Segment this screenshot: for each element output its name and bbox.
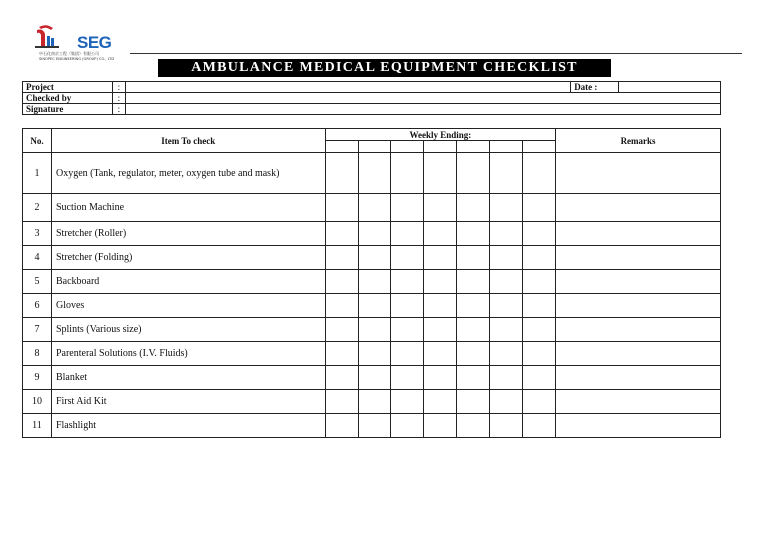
weekly-check-cell[interactable] [523,390,556,414]
weekly-check-cell[interactable] [391,194,424,222]
row-number: 4 [23,246,52,270]
row-item: First Aid Kit [51,390,325,414]
sinopec-emblem-icon [31,24,61,50]
weekly-check-cell[interactable] [424,194,457,222]
weekly-check-cell[interactable] [490,318,523,342]
weekly-check-cell[interactable] [358,194,391,222]
weekly-check-cell[interactable] [325,318,358,342]
colon: : [112,82,125,93]
weekly-check-cell[interactable] [424,153,457,194]
row-number: 11 [23,414,52,438]
logo-chinese-name: 中石化南京工程（集团）有限公司 [39,51,99,56]
remarks-cell[interactable] [556,270,721,294]
project-row [23,82,721,93]
row-number: 9 [23,366,52,390]
weekly-check-cell[interactable] [490,270,523,294]
logo-wordmark: SEG [77,33,112,52]
weekly-check-cell[interactable] [523,194,556,222]
table-row [23,222,721,246]
weekly-check-cell[interactable] [457,318,490,342]
row-item: Suction Machine [51,194,325,222]
row-item: Flashlight [51,414,325,438]
weekly-check-cell[interactable] [391,366,424,390]
weekly-check-cell[interactable] [457,294,490,318]
remarks-cell[interactable] [556,222,721,246]
weekly-check-cell[interactable] [424,414,457,438]
weekly-check-cell[interactable] [490,366,523,390]
weekly-check-cell[interactable] [523,270,556,294]
remarks-cell[interactable] [556,153,721,194]
row-number: 7 [23,318,52,342]
row-number: 3 [23,222,52,246]
weekly-check-cell[interactable] [490,414,523,438]
weekly-check-cell[interactable] [490,194,523,222]
weekly-check-cell[interactable] [391,270,424,294]
checklist-table [22,128,721,438]
row-item: Gloves [51,294,325,318]
remarks-cell[interactable] [556,414,721,438]
row-item: Splints (Various size) [51,318,325,342]
week-col-1 [325,141,358,153]
weekly-check-cell[interactable] [358,270,391,294]
week-col-3 [391,141,424,153]
signature-field[interactable] [125,104,720,115]
weekly-check-cell[interactable] [325,294,358,318]
row-item: Parenteral Solutions (I.V. Fluids) [51,342,325,366]
project-field[interactable] [125,82,570,93]
weekly-check-cell[interactable] [457,270,490,294]
table-row [23,390,721,414]
weekly-check-cell[interactable] [424,342,457,366]
weekly-check-cell[interactable] [325,366,358,390]
weekly-check-cell[interactable] [523,414,556,438]
weekly-check-cell[interactable] [358,246,391,270]
weekly-check-cell[interactable] [325,153,358,194]
weekly-check-cell[interactable] [457,366,490,390]
weekly-check-cell[interactable] [325,270,358,294]
checked-by-label: Checked by [23,93,113,104]
weekly-check-cell[interactable] [457,414,490,438]
weekly-check-cell[interactable] [358,294,391,318]
weekly-check-cell[interactable] [523,318,556,342]
row-number: 1 [23,153,52,194]
table-row [23,194,721,222]
table-row [23,294,721,318]
company-logo [27,22,137,64]
weekly-check-cell[interactable] [391,390,424,414]
row-number: 2 [23,194,52,222]
row-number: 5 [23,270,52,294]
weekly-check-cell[interactable] [391,222,424,246]
table-row [23,246,721,270]
week-col-7 [523,141,556,153]
weekly-check-cell[interactable] [490,222,523,246]
col-header-remarks: Remarks [556,129,721,153]
colon: : [112,104,125,115]
table-row [23,318,721,342]
weekly-check-cell[interactable] [391,318,424,342]
row-number: 6 [23,294,52,318]
row-number: 8 [23,342,52,366]
weekly-check-cell[interactable] [523,153,556,194]
weekly-check-cell[interactable] [457,222,490,246]
weekly-check-cell[interactable] [523,294,556,318]
row-item: Stretcher (Folding) [51,246,325,270]
weekly-check-cell[interactable] [391,294,424,318]
weekly-check-cell[interactable] [490,294,523,318]
remarks-cell[interactable] [556,390,721,414]
table-row [23,270,721,294]
date-label: Date : [571,82,619,93]
checked-by-field[interactable] [125,93,720,104]
weekly-check-cell[interactable] [424,366,457,390]
header-rule [130,53,742,54]
table-row [23,414,721,438]
weekly-check-cell[interactable] [358,318,391,342]
weekly-check-cell[interactable] [490,246,523,270]
weekly-check-cell[interactable] [490,153,523,194]
weekly-check-cell[interactable] [457,342,490,366]
signature-row [23,104,721,115]
col-header-item: Item To check [51,129,325,153]
weekly-check-cell[interactable] [457,153,490,194]
week-col-5 [457,141,490,153]
logo-english-name: SINOPEC ENGINEERING (GROUP) CO., LTD [39,57,115,61]
weekly-check-cell[interactable] [523,222,556,246]
weekly-check-cell[interactable] [424,318,457,342]
row-item: Stretcher (Roller) [51,222,325,246]
weekly-check-cell[interactable] [424,246,457,270]
table-row [23,153,721,194]
weekly-check-cell[interactable] [325,246,358,270]
weekly-check-cell[interactable] [358,366,391,390]
col-header-no: No. [23,129,52,153]
remarks-cell[interactable] [556,342,721,366]
weekly-check-cell[interactable] [424,222,457,246]
weekly-check-cell[interactable] [523,246,556,270]
date-field[interactable] [619,82,721,93]
table-row [23,366,721,390]
weekly-check-cell[interactable] [325,194,358,222]
weekly-check-cell[interactable] [391,153,424,194]
row-item: Backboard [51,270,325,294]
row-number: 10 [23,390,52,414]
remarks-cell[interactable] [556,294,721,318]
weekly-check-cell[interactable] [424,270,457,294]
weekly-check-cell[interactable] [523,366,556,390]
weekly-check-cell[interactable] [490,390,523,414]
col-header-weekly: Weekly Ending: [325,129,556,141]
weekly-check-cell[interactable] [490,342,523,366]
colon: : [112,93,125,104]
checked-by-row [23,93,721,104]
weekly-check-cell[interactable] [358,153,391,194]
weekly-check-cell[interactable] [457,246,490,270]
weekly-check-cell[interactable] [391,342,424,366]
weekly-check-cell[interactable] [457,194,490,222]
signature-label: Signature [23,104,113,115]
week-col-2 [358,141,391,153]
weekly-check-cell[interactable] [325,222,358,246]
weekly-check-cell[interactable] [391,414,424,438]
week-col-4 [424,141,457,153]
weekly-check-cell[interactable] [424,294,457,318]
remarks-cell[interactable] [556,246,721,270]
weekly-check-cell[interactable] [391,246,424,270]
remarks-cell[interactable] [556,318,721,342]
remarks-cell[interactable] [556,194,721,222]
document-title: AMBULANCE MEDICAL EQUIPMENT CHECKLIST [158,59,611,77]
week-col-6 [490,141,523,153]
project-label: Project [23,82,113,93]
row-item: Oxygen (Tank, regulator, meter, oxygen tube and mask) [51,153,325,194]
remarks-cell[interactable] [556,366,721,390]
table-row [23,342,721,366]
weekly-check-cell[interactable] [457,390,490,414]
weekly-check-cell[interactable] [325,414,358,438]
weekly-check-cell[interactable] [358,222,391,246]
row-item: Blanket [51,366,325,390]
weekly-check-cell[interactable] [358,390,391,414]
info-table [22,81,721,115]
weekly-check-cell[interactable] [358,414,391,438]
weekly-check-cell[interactable] [424,390,457,414]
weekly-check-cell[interactable] [325,342,358,366]
weekly-check-cell[interactable] [523,342,556,366]
weekly-check-cell[interactable] [358,342,391,366]
weekly-check-cell[interactable] [325,390,358,414]
